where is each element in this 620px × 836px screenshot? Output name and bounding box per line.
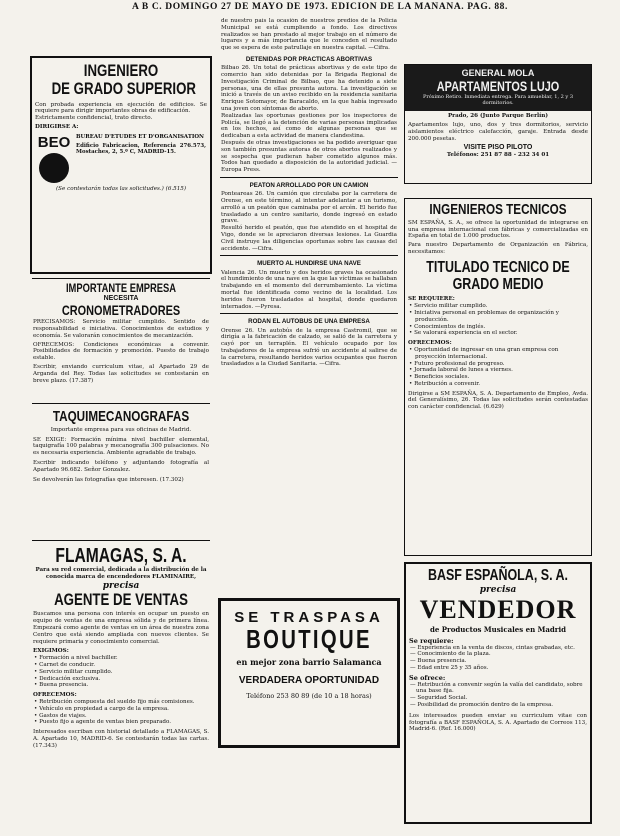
list-item: — Edad entre 25 y 35 años. <box>410 664 489 671</box>
list-item: • Puesto fijo a agente de ventas bien preparado. <box>34 719 172 726</box>
basf-sub: de Productos Musicales en Madrid <box>429 624 567 634</box>
list-item: — Experiencia en la venta de discos, cintas grabadas, etc. <box>410 644 575 651</box>
boutique-telefono: Teléfono 253 80 89 (de 10 a 18 horas) <box>246 692 372 701</box>
taqui-escribir: Escribir indicando teléfono y adjuntando fotografía al Apartado 96.682. Señor Gonzalez. <box>33 459 209 473</box>
tecnicos-intro2: Para nuestro Departamento de Organización en Fábrica, necesitamos: <box>408 242 588 255</box>
apartamentos-visite: VISITE PISO PILOTO <box>463 144 533 152</box>
ad-boutique <box>218 598 400 748</box>
flamagas-intro: Para su red comercial, dedicada a la distribución de la conocida marca de encendedores FLAMINAIRE, <box>35 567 207 580</box>
beo-block <box>36 134 206 183</box>
beo-logo-circle-icon <box>39 153 69 183</box>
list-item: • Formación a nivel bachiller. <box>34 655 118 662</box>
list-item: • Servicio militar cumplido. <box>34 668 113 675</box>
list-item: • Iniciativa personal en problemas de organización y producción. <box>409 309 559 323</box>
tecnicos-footer: Dirigirse a SM ESPAÑA, S. A. Departamento de Empleo, Avda. del Generalísimo, 26. Todas las solicitudes serán contestadas con carácter confidencial. (6.629) <box>408 390 588 411</box>
basf-title: BASF ESPAÑOLA, S. A. <box>427 567 569 584</box>
flamagas-body: Buscamos una persona con interés en ocupar un puesto en equipo de ventas de una empresa sólida y de primera línea. Empezará como agente de ventas en un área de nuestra zona Centro que está siendo ampliada con nuevos clientes. Se requiere primaria y conocimiento comercial. <box>33 611 209 645</box>
article-p7: Orense 26. Un autobús de la empresa Castromil, que se dirigía a la fabricación de calzado, se salió de la carretera y cayó por un terraplén. El vehículo ocupado por los trabajadores de la empresa sufrió un accidente al salirse de la carretera, resultando heridos varios ocupantes que fueron trasladados a la Ciudad Sanitaria. —Cifra. <box>221 327 397 368</box>
news-article <box>218 18 400 590</box>
list-item: • Buena presencia. <box>34 682 89 689</box>
article-p6: Valencia 26. Un muerto y dos heridos graves ha ocasionado el hundimiento de una nave en la que las víctimas se hallaban trabajando en el momento del derrumbamiento. La víctima mortal fue identificada como vecino de la localidad. Los heridos fueron trasladados al hospital, donde quedaron internados. —Pyresa. <box>221 269 398 310</box>
taqui-nota: Se devolverán las fotografías que interesen. (17.302) <box>33 476 184 483</box>
flamagas-role: AGENTE DE VENTAS <box>54 589 188 609</box>
divider <box>32 403 210 404</box>
ad-ingeniero <box>30 56 212 274</box>
flamagas-ofrecemos: OFRECEMOS: <box>33 692 77 699</box>
flamagas-footer: Interesados escriban con historial detallado a FLAMAGAS, S. A. Apartado 10, MADRID-6. Se contestarán todas las cartas. (17.343) <box>33 729 209 749</box>
boutique-title: BOUTIQUE <box>246 624 372 654</box>
boutique-zona: en mejor zona barrio Salamanca <box>236 657 382 668</box>
list-item: • Carnet de conducir. <box>34 662 96 669</box>
flamagas-ofrecemos-list <box>30 699 212 726</box>
ad-taquimecanografas <box>30 407 212 537</box>
article-top: de nuestro país la ocasión de nuestros predios de la Policía Municipal se está cumpliendo a fondo. Los directivos realizados se han prestado al mejor trabajo en el número de lugares y a más importancia que le conceden el resultado que se espera de este patrullaje en nuestra capital. —Cifra. <box>221 18 397 52</box>
list-item: — Seguridad Social. <box>410 695 468 702</box>
list-item: — Posibilidad de promoción dentro de la empresa. <box>410 701 554 708</box>
column-right <box>404 18 592 834</box>
article-p4: Ponteareas 26. Un camión que circulaba por la carretera de Orense, en este término, al intentar adelantar a un turismo, arrolló a un peatón que caminaba por el arcén. El herido fue trasladado a un centro sanitario, donde ingresó en estado grave. <box>221 191 397 225</box>
ad-apartamentos <box>404 64 592 184</box>
basf-ofrece-list <box>406 682 590 709</box>
boutique-oportunidad: VERDADERA OPORTUNIDAD <box>238 675 380 687</box>
apartamentos-address: Prado, 26 (Junto Parque Berlín) <box>447 113 549 120</box>
tecnicos-role: TITULADO TECNICO DE GRADO MEDIO <box>426 258 570 293</box>
ingeniero-body: Con probada experiencia en ejecución de edificios. Se requiere para dirigir importantes obras de edificación. <box>35 101 207 115</box>
divider <box>220 177 398 178</box>
beo-company: BUREAU D'ETUDES ET D'ORGANISATION <box>76 133 204 140</box>
article-heading-2: PEATON ARROLLADO POR UN CAMION <box>249 181 369 189</box>
beo-logo <box>36 134 72 183</box>
divider <box>220 313 398 314</box>
basf-requiere: Se requiere: <box>409 636 454 645</box>
basf-requiere-list <box>406 645 590 672</box>
crono-precisamos: PRECISAMOS: Servicio militar cumplido. Sentido de responsabilidad e iniciativa. Conocimientos de estudios y economía. Se valorarán conocimientos de mecanización. <box>33 319 209 339</box>
ingeniero-subtitle: DE GRADO SUPERIOR <box>51 78 196 98</box>
list-item: • Vehículo en propiedad a cargo de la empresa. <box>34 705 169 712</box>
flamagas-exigimos-list <box>30 655 212 689</box>
article-heading-4: RODAN EL AUTOBUS DE UNA EMPRESA <box>248 318 370 326</box>
divider <box>220 255 398 256</box>
list-item: • Retribución compuesta del sueldo fijo más comisiones. <box>34 699 195 705</box>
ad-cronometradores <box>30 282 212 400</box>
list-item: • Dedicación exclusiva. <box>34 675 101 682</box>
taqui-body: Importante empresa para sus oficinas de Madrid. <box>50 426 192 433</box>
tecnicos-requiere: SE REQUIERE: <box>408 296 455 303</box>
tecnicos-title: INGENIEROS TECNICOS <box>429 201 567 218</box>
list-item: • Futuro profesional de progreso. <box>409 360 505 367</box>
crono-ofrecemos: OFRECEMOS: Condiciones económicas a convenir. Posibilidades de formación y promoción. Puesto de trabajo estable. <box>33 341 209 362</box>
article-p5: Resultó herido el peatón, que fue atendido en el hospital de Vigo, donde se le apreciaron diversas lesiones. La Guardia Civil instruye las diligencias oportunas sobre las causas del accidente. —Cifra. <box>221 225 397 252</box>
article-p1: Bilbao 26. Un total de prácticas abortivas y de este tipo de comercio han sido detenidas por la Brigada Regional de Investigación Criminal de Bilbao, que ha detenido a siete personas, una de ellas presunta autora. La investigación se inició a través de un aviso recibido en la residencia sanitaria Enrique Sotomayor, de Baracaldo, en la que había ingresado una joven con síntomas de aborto. <box>221 65 397 112</box>
ad-basf <box>404 562 592 824</box>
apartamentos-title: APARTAMENTOS LUJO <box>436 78 560 94</box>
basf-precisa: precisa <box>479 584 517 595</box>
list-item: • Servicio militar cumplido. <box>409 303 488 310</box>
column-middle <box>218 18 400 834</box>
taqui-title: TAQUIMECANOGRAFAS <box>52 408 190 425</box>
ad-tecnicos <box>404 198 592 556</box>
article-p3: Después de otras investigaciones se ha podido averiguar que son también presuntas autoras de otros abortos realizados y se sospecha que pudieran haber cometido algunos más. Todos han quedado a disposición de la autoridad judicial. —Europa Press. <box>221 139 397 174</box>
basf-ofrece: Se ofrece: <box>409 673 446 682</box>
article-p2: Realizadas las oportunas gestiones por los inspectores de Policía, se llegó a la detención de varias personas implicadas en los hechos, así como de algunas personas que se dedicaban a esta actividad de manera clandestina. <box>221 112 397 140</box>
ingeniero-title: INGENIERO <box>83 61 159 80</box>
article-heading-1: DETENIDAS POR PRACTICAS ABORTIVAS <box>245 55 373 63</box>
crono-company: IMPORTANTE EMPRESA <box>65 282 177 295</box>
list-item: — Retribución a convenir según la valía del candidato, sobre una base fija. <box>410 681 583 695</box>
boutique-traspasa: SE TRASPASA <box>234 609 384 626</box>
taqui-exige: SE EXIGE: Formación mínima nivel bachiller elemental, taquigrafía 100 palabras y mecanografía 300 pulsaciones. No es necesaria experiencia. Ambiente agradable de trabajo. <box>33 436 209 457</box>
list-item: • Oportunidad de ingresar en una gran empresa con proyección internacional. <box>409 346 559 360</box>
crono-escribir: Escribir, enviando curriculum vitae, al Apartado 29 de Arganda del Rey. Todas las solicitudes se contestarán en breve plazo. (17.387) <box>33 364 209 384</box>
ingeniero-footer: (Se contestarán todas las solicitudes.) (6.515) <box>55 185 187 192</box>
flamagas-title: FLAMAGAS, S. A. <box>55 545 187 567</box>
list-item: — Buena presencia. <box>410 658 467 665</box>
divider <box>32 278 210 279</box>
column-left <box>30 18 212 834</box>
list-item: • Conocimientos de inglés. <box>409 323 486 330</box>
tecnicos-ofrecemos: OFRECEMOS: <box>408 340 452 347</box>
ingeniero-note: Estrictamente confidencial, trato directo. <box>35 115 153 122</box>
crono-necesita: NECESITA <box>103 294 139 302</box>
apartamentos-banner <box>405 65 591 111</box>
beo-logo-text: BEO <box>37 133 71 151</box>
crono-title: CRONOMETRADORES <box>61 301 181 318</box>
apartamentos-intro: Próximo Retiro. Inmediata entrega. Para amueblar, 1, 2 y 3 dormitorios. <box>422 93 573 107</box>
divider <box>32 540 210 541</box>
ingeniero-dirigirse: DIRIGIRSE A: <box>35 124 79 131</box>
tecnicos-requiere-list <box>405 303 591 337</box>
list-item: • Beneficios sociales. <box>409 374 470 381</box>
tecnicos-intro: SM ESPAÑA, S. A., se ofrece la oportunidad de integrarse en una empresa internacional con fábricas y comercializadas en España en total de 1.000 productos. <box>408 219 588 240</box>
apartamentos-location: GENERAL MOLA <box>461 68 535 78</box>
beo-address: Edificio Fabricacion, Referencia 276.573, Mostaches, 2, 5.º C, MADRID-15. <box>76 142 206 156</box>
apartamentos-telefonos: Teléfonos: 251 87 88 - 232 34 01 <box>446 152 550 159</box>
page-header: A B C. DOMINGO 27 DE MAYO DE 1973. EDICION DE LA MAÑANA. PAG. 88. <box>132 2 508 12</box>
tecnicos-ofrecemos-list <box>405 347 591 388</box>
apartamentos-body: Apartamentos lujo, uno, dos y tres dormitorios, servicio aislamientos eléctrico calefacción, garaje. Entrada desde 200.000 pesetas. <box>408 122 588 142</box>
list-item: • Gastos de viajes. <box>34 712 87 719</box>
ad-flamagas <box>30 544 212 834</box>
list-item: • Se valorará experiencia en el sector. <box>409 330 518 337</box>
basf-footer: Los interesados pueden enviar su curriculum vitae con fotografía a BASF ESPAÑOLA, S. A. Apartado de Correos 113, Madrid-6. (Ref. 16.000) <box>409 712 587 733</box>
flamagas-precisa: precisa <box>102 580 140 591</box>
basf-role: VENDEDOR <box>419 594 577 624</box>
list-item: • Retribución a convenir. <box>409 380 481 387</box>
flamagas-exigimos: EXIGIMOS: <box>33 648 69 655</box>
article-heading-3: MUERTO AL HUNDIRSE UNA NAVE <box>257 260 361 268</box>
list-item: — Conocimiento de la plaza. <box>410 651 491 658</box>
list-item: • Jornada laboral de lunes a viernes. <box>409 367 513 374</box>
